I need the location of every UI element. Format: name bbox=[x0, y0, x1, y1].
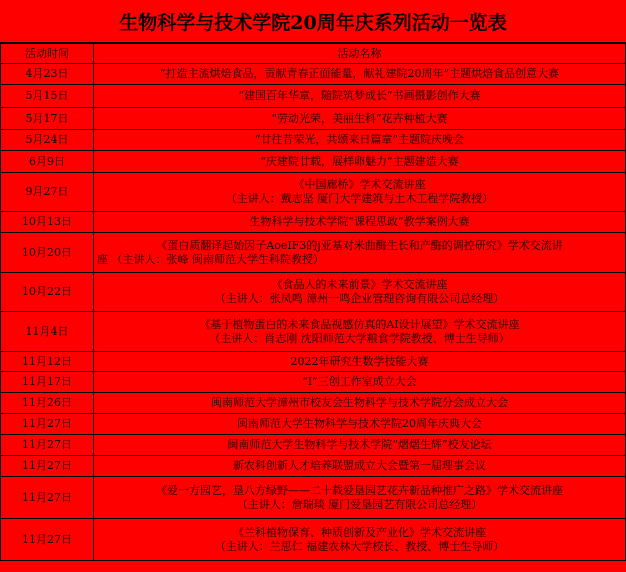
activity-name bbox=[94, 173, 626, 212]
table-row bbox=[1, 393, 626, 414]
activity-name-line: 闽南师范大学生物科学与技术学院“熠熠生辉”校友论坛 bbox=[227, 438, 492, 451]
table-row bbox=[1, 477, 626, 519]
activity-date: 11月4日 bbox=[1, 312, 94, 352]
activity-name-line: （主讲人：戴志坚 厦门大学建筑与土木工程学院教授） bbox=[225, 192, 494, 205]
activity-date: 11月27日 bbox=[1, 414, 94, 435]
table-row bbox=[1, 273, 626, 312]
activity-name-line: （主讲人：肖志刚 沈阳师范大学粮食学院教授、博士生导师） bbox=[209, 331, 510, 345]
table-row bbox=[1, 435, 626, 456]
table-row bbox=[1, 151, 626, 173]
header-time: 活动时间 bbox=[1, 44, 94, 64]
activity-name-line: 2022年研究生数学技能大赛 bbox=[290, 354, 429, 368]
activity-name bbox=[94, 85, 626, 108]
table-row bbox=[1, 85, 626, 108]
sheet-title: 生物科学与技术学院20周年庆系列活动一览表 bbox=[0, 0, 626, 43]
activity-name-line: （主讲人：张凤鸣 漳州一鸣企业管理咨询有限公司总经理） bbox=[214, 292, 505, 305]
activity-date: 10月20日 bbox=[1, 233, 94, 273]
activity-name bbox=[94, 130, 626, 151]
activity-name-line: “劳动光荣，美丽生科”花卉种植大赛 bbox=[271, 111, 448, 125]
activity-name bbox=[94, 477, 626, 519]
header-name: 活动名称 bbox=[94, 44, 626, 64]
table-row bbox=[1, 64, 626, 85]
activity-name-line: “I”三创工作室成立大会 bbox=[302, 375, 417, 388]
activity-name bbox=[94, 151, 626, 173]
activity-date: 9月27日 bbox=[1, 173, 94, 212]
table-row bbox=[1, 352, 626, 372]
activity-name-line: 闽南师范大学漳州市校友会生物科学与技术学院分会成立大会 bbox=[211, 396, 508, 409]
activity-name-line: 《爱一方园艺，垦八方绿野——二十载爱垦园艺花卉新品种推广之路》学术交流讲座 bbox=[156, 483, 563, 497]
header-row bbox=[1, 44, 626, 64]
activity-name-line: 生物科学与技术学院“课程思政”教学案例大赛 bbox=[249, 215, 470, 228]
activity-name bbox=[94, 414, 626, 435]
activity-date: 11月27日 bbox=[1, 435, 94, 456]
table-row bbox=[1, 173, 626, 212]
activity-name-line: 《中国廊桥》学术交流讲座 bbox=[293, 178, 426, 191]
activity-name bbox=[94, 312, 626, 352]
activity-name bbox=[94, 519, 626, 561]
activity-date: 5月15日 bbox=[1, 85, 94, 108]
activity-name bbox=[94, 233, 626, 273]
table-row bbox=[1, 519, 626, 561]
table-row bbox=[1, 372, 626, 393]
table-row bbox=[1, 130, 626, 151]
activity-date: 11月27日 bbox=[1, 477, 94, 519]
activity-date: 11月26日 bbox=[1, 393, 94, 414]
table-row bbox=[1, 414, 626, 435]
activity-name bbox=[94, 456, 626, 477]
activity-name-line: （主讲人：兰思仁 福建农林大学校长、教授、博士生导师） bbox=[214, 539, 505, 553]
activity-name bbox=[94, 393, 626, 414]
activity-date: 11月12日 bbox=[1, 352, 94, 372]
table-row bbox=[1, 108, 626, 130]
activity-date: 11月27日 bbox=[1, 456, 94, 477]
activity-date: 11月27日 bbox=[1, 519, 94, 561]
activity-date: 10月13日 bbox=[1, 212, 94, 233]
table-row bbox=[1, 456, 626, 477]
table-row bbox=[1, 312, 626, 352]
activity-name bbox=[94, 435, 626, 456]
table-row bbox=[1, 233, 626, 273]
activity-name-line: 座 （主讲人：张峰 闽南师范大学生科院教授） bbox=[97, 252, 324, 266]
activity-name-line: “廿往昔荣光，共颂来日篇章”主题院庆晚会 bbox=[254, 133, 465, 146]
activity-name-line: 《食品人的未来前景》学术交流讲座 bbox=[271, 278, 448, 291]
activity-date: 5月24日 bbox=[1, 130, 94, 151]
activity-name-line: 《蛋白质翻译起始因子AoeIF3的j亚基对米曲酶生长和产酶的调控研究》学术交流讲 bbox=[156, 238, 563, 252]
activity-name-line: “庆建院廿载，展样卵魅力”主题建造大赛 bbox=[260, 154, 459, 168]
activity-name-line: （主讲人：詹瑞琰 厦门爱垦园艺有限公司总经理） bbox=[236, 497, 483, 511]
activity-date: 6月9日 bbox=[1, 151, 94, 173]
activity-date: 4月23日 bbox=[1, 64, 94, 85]
activity-date: 5月17日 bbox=[1, 108, 94, 130]
activity-table bbox=[0, 43, 626, 561]
activity-name bbox=[94, 372, 626, 393]
activity-name-line: “建国百年华章，随院筑梦成长”书画摄影创作大赛 bbox=[238, 89, 481, 102]
activity-name-line: 《兰科植物保育、种质创新及产业化》学术交流讲座 bbox=[233, 525, 486, 539]
activity-date: 10月22日 bbox=[1, 273, 94, 312]
activity-name-line: 新农科创新人才培养联盟成立大会暨第一届理事会议 bbox=[233, 459, 486, 472]
activity-name bbox=[94, 64, 626, 85]
activity-name bbox=[94, 273, 626, 312]
activity-name bbox=[94, 108, 626, 130]
activity-name bbox=[94, 212, 626, 233]
activity-name-line: 《基于植物蛋白的未来食品视感仿真的AI设计展望》学术交流讲座 bbox=[199, 317, 520, 331]
activity-name-line: 闽南师范大学生物科学与技术学院20周年庆典大会 bbox=[237, 417, 482, 430]
table-row bbox=[1, 212, 626, 233]
activity-name bbox=[94, 352, 626, 372]
activity-name-line: “打造主流烘焙食品，贡献青春正面能量，献礼建院20周年”主题烘焙食品创意大赛 bbox=[159, 67, 560, 80]
activity-date: 11月17日 bbox=[1, 372, 94, 393]
